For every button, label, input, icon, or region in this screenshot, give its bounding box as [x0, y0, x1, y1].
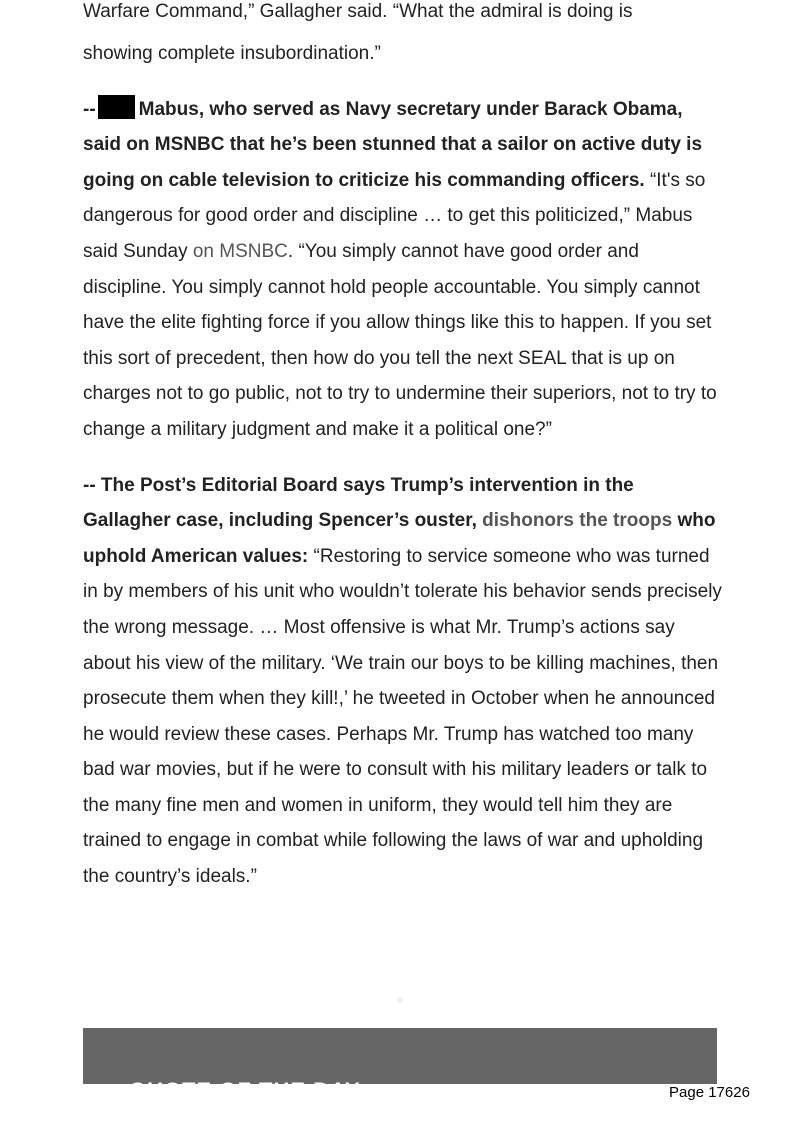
- editorial-quote: “Restoring to service someone who was turned in by members of his unit who wouldn’t tolerate his behavior sends precisely the wrong message. … Most offensive is what Mr. Trump’s actions say about his view of the military. ‘We train our boys to be killing machines, then prosecute them when they kill!,’ he tweeted in October when he announced he would review these cases. Perhaps Mr. Trump has watched too many bad war movies, but if he were to consult with his military leaders or talk to the many fine men and women in uniform, they would tell him they are trained to engage in combat while following the laws of war and upholding the country’s ideals.”: [83, 545, 722, 888]
- paragraph-editorial: [83, 468, 723, 895]
- banner-title: QUOTE OF THE DAY: [129, 1078, 361, 1103]
- paragraph-continuation: [83, 36, 723, 72]
- paragraph-mabus: [83, 92, 723, 448]
- mabus-lead-bold: Mabus, who served as Navy secretary under Barack Obama, said on MSNBC that he’s been stunned that a sailor on active duty is going on cable television to criticize his commanding officers.: [83, 98, 703, 191]
- clipped-text: Warfare Command,” Gallagher said. “What the admiral is doing is: [83, 1, 633, 22]
- dishonors-troops-link[interactable]: dishonors the troops: [482, 510, 673, 532]
- article-body: [83, 14, 723, 895]
- dash-marker: --: [83, 98, 96, 120]
- continuation-text: showing complete insubordination.”: [83, 43, 381, 64]
- separator-dot: [397, 997, 403, 1003]
- redaction-box: [98, 95, 135, 119]
- mabus-quote-rest: . “You simply cannot have good order and discipline. You simply cannot hold people accountable. You simply cannot have the elite fighting force if you allow things like this to happen. If you set this sort of precedent, then how do you tell the next SEAL that is up on charges not to go public, not to try to undermine their superiors, not to try to change a military judgment and make it a political one?”: [83, 240, 717, 440]
- mabus-quote-start: “It's so dangerous for good order and discipline … to get this politicized,” Mabus said Sunday: [83, 169, 706, 262]
- editorial-lead-bold-end: who uphold American values:: [83, 510, 716, 567]
- msnbc-link[interactable]: on MSNBC: [192, 240, 288, 262]
- page-number: Page 17626: [669, 1084, 750, 1101]
- editorial-lead-bold: -- The Post’s Editorial Board says Trump’s intervention in the Gallagher case, including Spencer’s ouster,: [83, 474, 634, 532]
